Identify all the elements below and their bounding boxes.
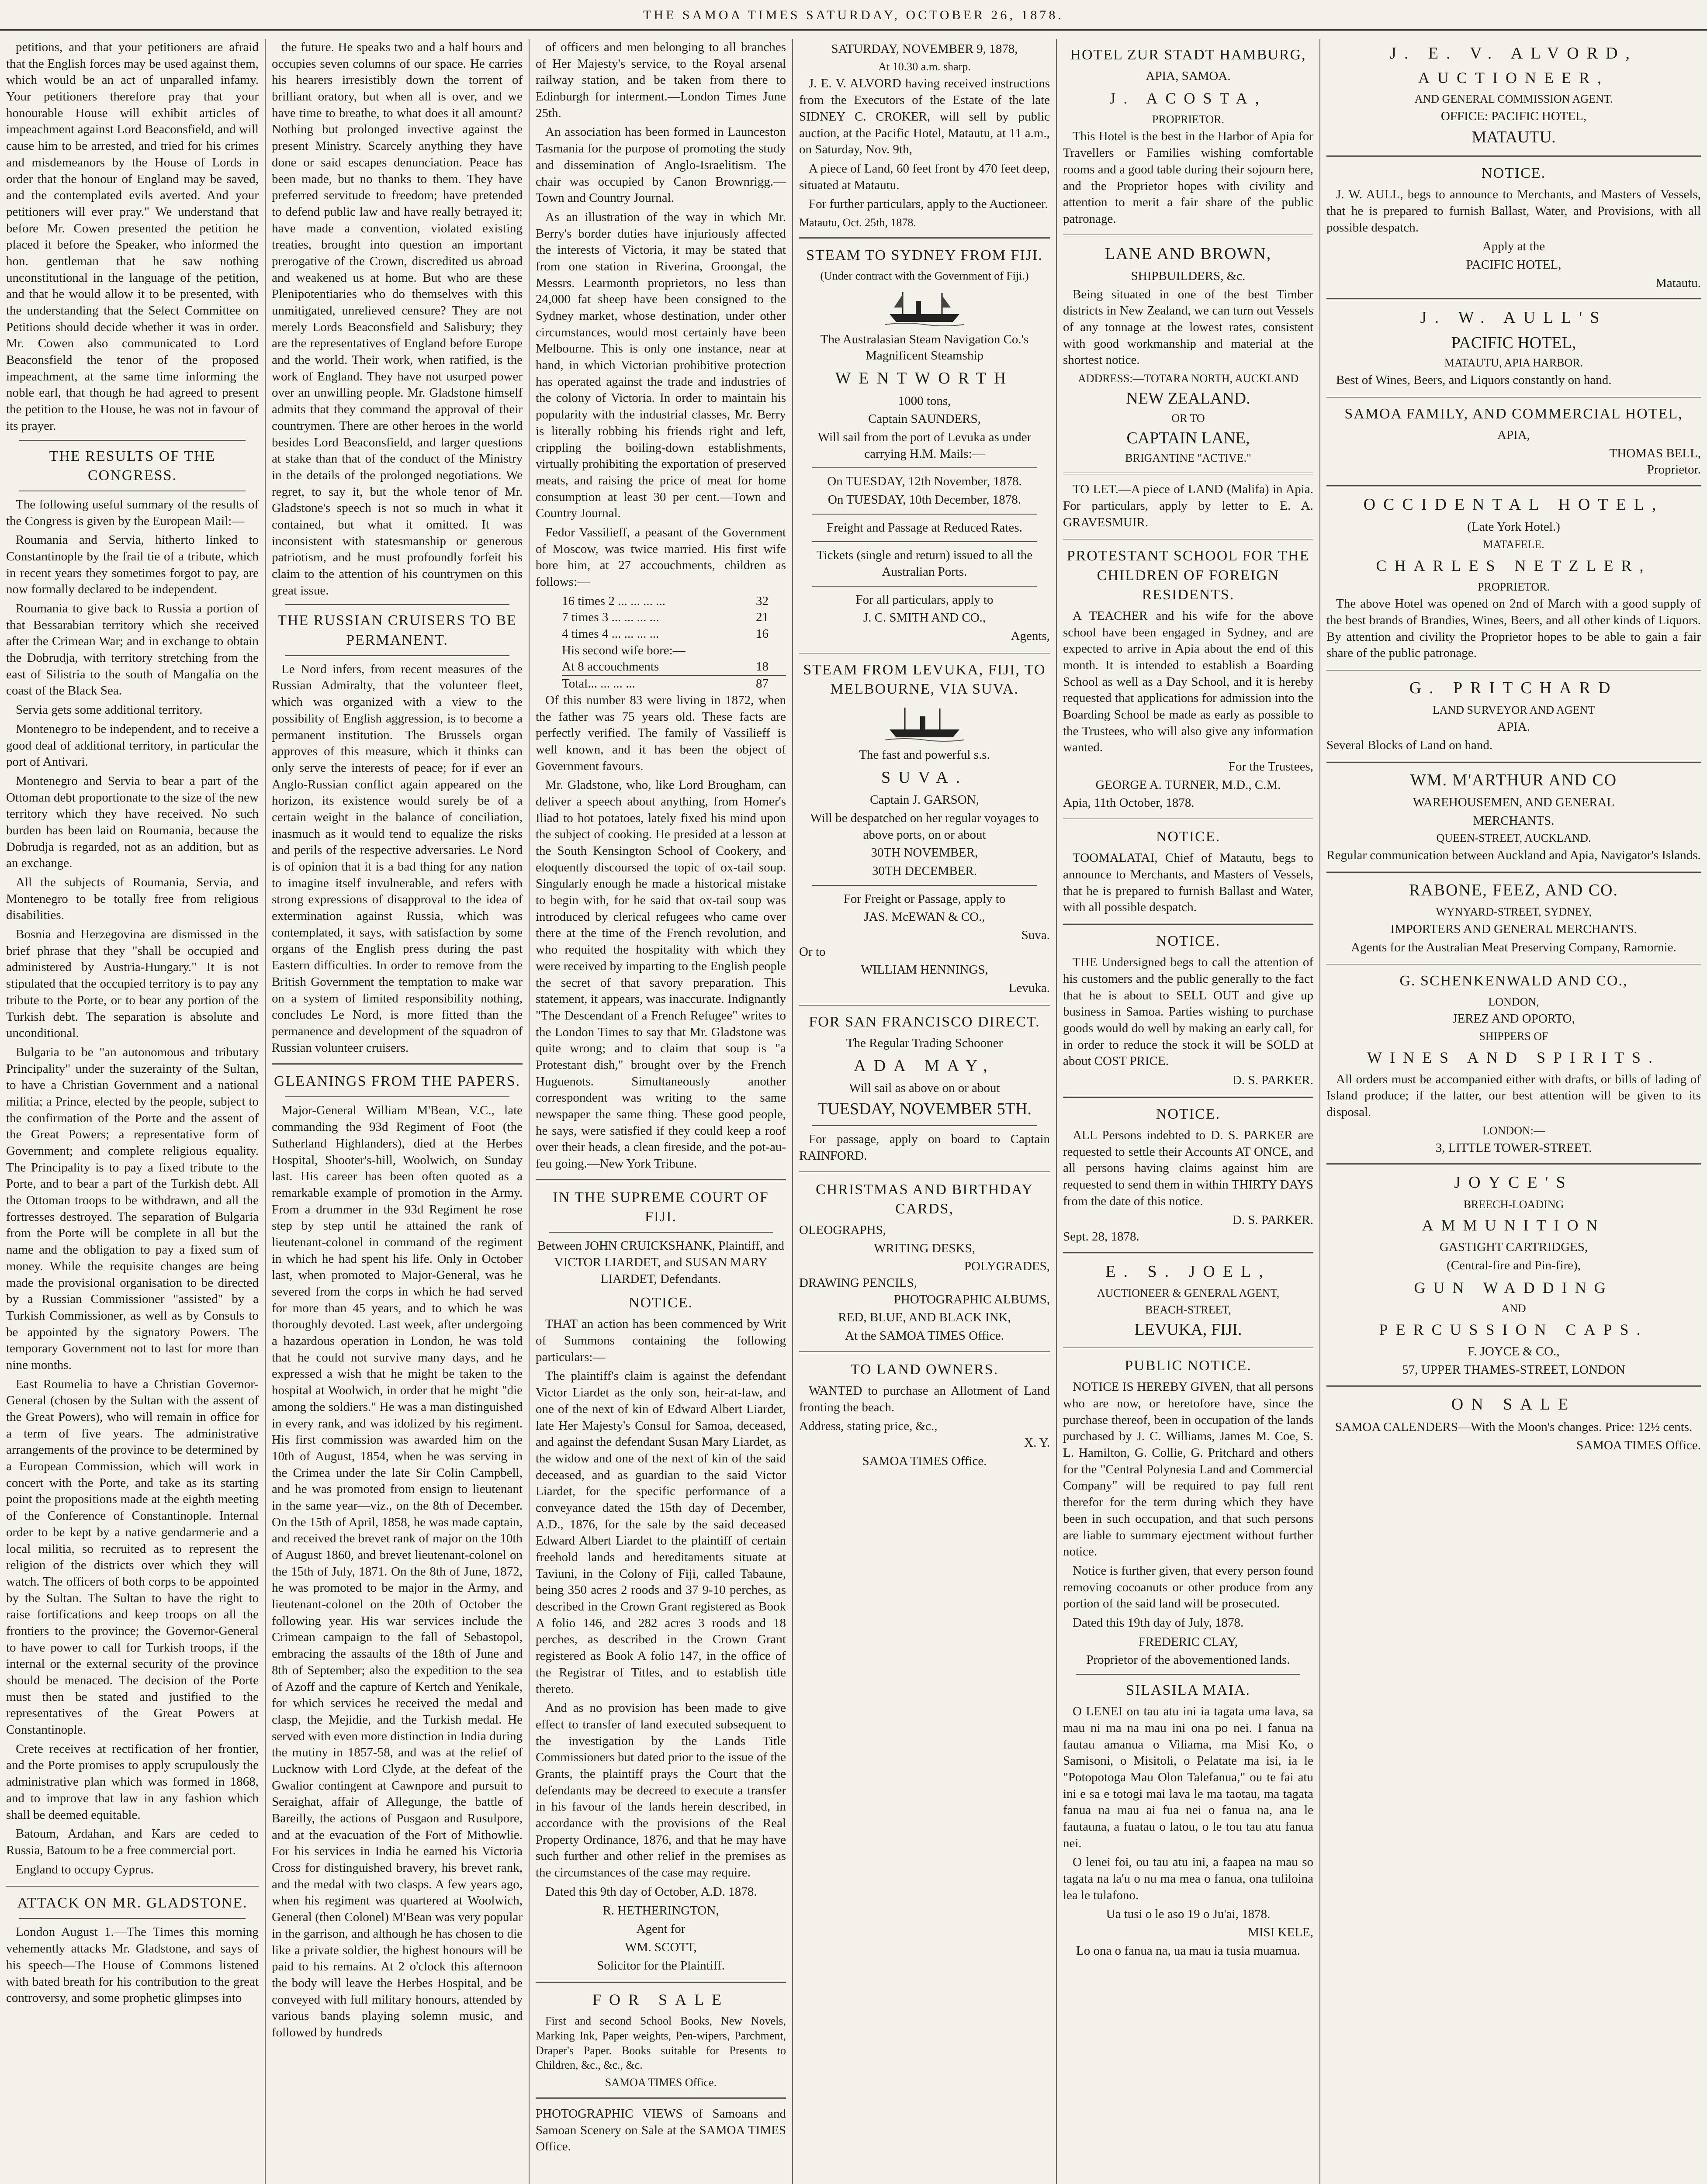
notice-heading: NOTICE. [1156,1106,1221,1122]
divider [1063,473,1313,474]
ad-text: O lenei foi, ou tau atu ini, a faapea na mau so tagata na la'u o nu ma mea o fanua, ona tuliloina lea le tulafono. [1063,1855,1313,1902]
ad-text: AND [1501,1302,1526,1315]
ad-text: SAMOA CALENDERS—With the Moon's changes. Price: 12½ cents. [1335,1420,1693,1434]
divider [1076,1674,1300,1675]
ad-text: All orders must be accompanied either with drafts, or bills of lading of Island produce; if the latter, our best attention will be given to its disposal. [1326,1072,1701,1120]
divider [1063,235,1313,236]
divider [799,237,1050,239]
ad-text: SATURDAY, NOVEMBER 9, 1878, [831,42,1018,56]
ad-text: PACIFIC HOTEL, [1451,333,1576,352]
ad-text: On TUESDAY, 12th November, 1878. [827,474,1022,489]
ad-text: The Australasian Steam Navigation Co.'s Magnificent Steamship [820,332,1029,363]
divider [1326,963,1701,964]
divider [1063,538,1313,539]
table-cell: At 8 accouchments [562,660,659,674]
ad-text: Notice is further given, that every person found removing cocoanuts or other produce from any portion of the said land will be prosecuted. [1063,1563,1313,1611]
ad-heading: OCCIDENTAL HOTEL, [1363,495,1664,514]
ad-heading: TO LAND OWNERS. [850,1361,999,1378]
article-text: Crete receives at rectification of her frontier, and the Porte promises to apply scrupulously the administrative plan which was formed in 1868, and to improve that law in any fashion which shall be deemed equitable. [6,1742,259,1822]
article-text: Roumania and Servia, hitherto linked to Constantinople by the frail tie of a tribute, which in recent years they sometimes forgot to pay, are now formally declared to be independent. [6,533,259,597]
article-text: Major-General William M'Bean, V.C., late commanding the 93d Regiment of Foot (the Sutherland Highlanders), died at the Herbes Hospital, Shooter's-hill, Woolwich, on Sunday last. His career has been often quoted as a remarkable example of promotion in the Army. From a drummer in the 93d Regiment he rose step by step until he attained the rank of lieutenant-colonel in command of the regiment in which he had spent his life. Only in October last, when promoted to Major-General, was he severed from the corps in which he had served for more than 45 years, and to which he was thoroughly devoted. Last week, after undergoing a hazardous operation in London, he was told that he could not survive many days, and he expressed a wish that he might be taken to the hospital at Woolwich, in order that he might "die among the soldiers." He was a man distinguished in every rank, and was idolized by his regiment. His first commission was awarded him on the 10th of August, 1854, when he was serving in the Crimea under the late Sir Colin Campbell, and he was promoted from ensign to lieutenant in the same year—viz., on the 8th of December. On the 15th of April, 1858, he was made captain, and received the brevet rank of major on the 10th of August 1860, and brevet lieutenant-colonel on the 15th of July, 1871. On the 8th of June, 1872, he was promoted to be major in the Army, and lieutenant-colonel on the 20th of October the following year. His war services include the Crimean campaign to the fall of Sebastopol, embracing the assaults of the 18th of June and 8th of September; also the expedition to the sea of Azoff and the capture of Kertch and Yenikale, for which services he received the medal and clasp, the Mejidie, and the Turkish medal. He served with even more distinction in India during the mutiny in 1857-58, and was at the relief of Lucknow with Lord Clyde, at the defeat of the Gwalior contingent at Cawnpore and pursuit to Seraighat, affair of Allegunge, the battle of Bareilly, the actions of Pusgaon and Rusulpore, and at the evacuation of the Fort of Mithowlie. For his services in India he earned his Victoria Cross for distinguished bravery, his brevet rank, and the medal with two clasps. A few years ago, when his regiment was quartered at Woolwich, General (then Colonel) M'Bean was very popular in the garrison, and although he has chosen to die like a private soldier, the highest honours will be paid to his remains. At 2 o'clock this afternoon the body will leave the Herbes Hospital, and be conveyed with full military honours, attended by various bands playing solemn music, and followed by hundreds [272,1103,523,2039]
article-text: London August 1.—The Times this morning vehemently attacks Mr. Gladstone, and says of his speech—The House of Commons listened with bated breath for his contribution to the great controversy, and some prophetic glimpses into [6,1925,259,2005]
steamship-icon [885,703,964,743]
ad-text: Captain SAUNDERS, [868,412,981,426]
article-text: An association has been formed in Launceston Tasmania for the purpose of promoting the study and dissemination of Anglo-Israelitism. The chair was occupied by Canon Brownrigg.—Town and Country Journal. [536,125,786,205]
column-1 [0,39,265,2184]
divider [812,467,1037,468]
ad-heading: CHRISTMAS AND BIRTHDAY CARDS, [816,1181,1033,1217]
ad-heading: E. S. JOEL, [1105,1262,1271,1281]
ad-heading: J. E. V. ALVORD, [1389,44,1638,62]
divider [536,2097,786,2099]
ad-text: For further particulars, apply to the Auctioneer. [809,197,1048,211]
column-4 [793,39,1056,2184]
article-text: Servia gets some additional territory. [16,703,203,717]
ad-text: PERCUSSION CAPS. [1379,1321,1648,1339]
ad-text: J. W. AULL, begs to announce to Merchants, and Masters of Vessels, that he is prepared to furnish Ballast, Water, and Provisions, with all possible despatch. [1326,187,1701,235]
divider [1326,1385,1701,1387]
ad-text: WRITING DESKS, [874,1241,975,1255]
ad-text: WYNYARD-STREET, SYDNEY, [1436,905,1592,919]
notice-heading: SILASILA MAIA. [1126,1682,1250,1699]
notice-heading: NOTICE. [628,1295,693,1311]
legal-text: And as no provision has been made to give effect to transfer of land executed subsequent to the investigation by the Lands Title Commissioners but dated prior to the issue of the Grants, the plaintiff prays the Court that the defendants may be decreed to execute a transfer in his favour of the lands herein described, in accordance with the provisions of the Real Property Ordinance, 1876, and that he may have such further and other relief in the premises as the circumstances of the case may require. [536,1701,786,1880]
ad-text: PROPRIETOR. [1478,580,1550,593]
article-text: petitions, and that your petitioners are afraid that the English forces may be used against them, which would be an act of unparalled infamy. Your petitioners therefore pray that your honourable House will exhibit articles of impeachment against Lord Beaconsfield, and will cause him to be arrested, and tried for his crimes and misdemeanors by the House of Lords in order that the honour of England may be saved, and the contemplated evils averted. And your petitioners will ever pray." We understand that before Mr. Cowen presented the petition he placed it before the Speaker, who informed the hon. gentleman that he saw nothing unconstitutional in the language of the petition, and that he would allow it to be presented, with the understanding that the Select Committee on Petitions should decide whether it was in order. Mr. Cowen also communicated to Lord Beaconsfield the tenor of the proposed impeachment, at the same time informing the noble earl, that though he had agreed to present the petition to the House, he was not in favour of its prayer. [6,40,259,433]
ad-text: First and second School Books, New Novels, Marking Ink, Paper weights, Pen-wipers, Parchment, Draper's Paper. Books suitable for Presents to Children, &c., &c., &c. [536,2014,786,2072]
article-text: England to occupy Cyprus. [16,1862,154,1876]
ad-text: Proprietor of the abovementioned lands. [1086,1653,1290,1667]
divider [1326,1163,1701,1165]
divider [1063,1096,1313,1098]
article-text: Of this number 83 were living in 1872, when the father was 75 years old. These facts are perfectly verified. The family of Vassilieff is well known, and it has been the object of Government favours. [536,693,786,773]
divider [812,885,1037,886]
ad-text: SAMOA TIMES Office. [862,1454,987,1468]
ad-text: At 10.30 a.m. sharp. [878,60,971,73]
divider [799,1004,1050,1006]
children-table [536,593,786,692]
ad-text: AMMUNITION [1422,1216,1606,1234]
ad-text: For the Trustees, [1228,760,1313,774]
ad-text: 30TH NOVEMBER, [871,846,978,860]
notice-heading: NOTICE. [1156,933,1221,950]
divider [1326,871,1701,873]
ad-text: ADDRESS:—TOTARA NORTH, AUCKLAND [1077,372,1299,385]
legal-text: The plaintiff's claim is against the defendant Victor Liardet as the only son, heir-at-law, and one of the next of kin of Edward Albert Liardet, late Her Majesty's Consul for Samoa, deceased, and against the defendant Susan Mary Liardet, as the widow and one of the next of kin of the said deceased, and as guardian to the said Victor Liardet, for the specific performance of a conveyance dated the 15th day of December, A.D., 1876, for the sale by the said deceased Edward Albert Liardet to the plaintiff of certain freehold lands and hereditaments situate at Taviuni, in the Colony of Fiji, called Tabaune, being 350 acres 2 roods and 37 9-10 perches, as described in the Crown Grant registered as Book A folio 146, and 282 acres 3 roods and 18 perches, as described in the Crown Grant registered as Book A folio 147, in the office of the Registrar of Titles, and to establish title thereto. [536,1369,786,1696]
ad-heading: ON SALE [1451,1395,1576,1414]
ship-name: SUVA. [881,768,968,787]
article-text: the future. He speaks two and a half hours and occupies seven columns of our space. He carries his hearers irresistibly down the torrent of brilliant oratory, but when all is over, and we have time to breathe, to what does it all amount? Nothing but prolonged invective against the present Ministry. Scarcely anything they have done or said escapes denunciation. Peace has been made, but no thanks to them. They have preferred servitude to freedom; have pretended to defend public law and have really betrayed it; have made a convention, violated existing treaties, brought into question an important prerogative of the Crown, discredited us abroad and weakened us at home. But who are these Plenipotentiaries who do themselves with this unmitigated, unrelieved censure? They are not merely Lords Beaconsfield and Salisbury; they are the representatives of England before Europe and the world. Their work, when ratified, is the work of England. They have not usurped power over an unwilling people. Mr. Gladstone himself admits that they command the approval of their countrymen. There are other heroes in the world besides Lord Beaconsfield, and larger questions at stake than that of the conduct of the Ministry in the details of the prolonged negotiations. We regret, to say it, but the whole tenor of Mr. Gladstone's speech is not so much in what it contained, but what it omitted. It was inconsistent with statesmanship or generous patriotism, and he must profoundly forfeit his claim to the attention of his countrymen on this great issue. [272,40,523,598]
ad-text: SHIPBUILDERS, &c. [1131,269,1246,283]
ad-text: Will be despatched on her regular voyages to above ports, on or about [810,811,1039,842]
notice-heading: PUBLIC NOTICE. [1125,1358,1252,1374]
ad-text: GASTIGHT CARTRIDGES, [1439,1240,1588,1254]
ad-text: Several Blocks of Land on hand. [1326,738,1493,752]
ad-heading: PROTESTANT SCHOOL FOR THE CHILDREN OF FOREIGN RESIDENTS. [1066,548,1310,603]
table-cell: 32 [756,594,769,608]
divider [285,604,509,605]
ad-text: Will sail as above on or about [849,1081,1000,1095]
table-cell: 7 times 3 ... ... ... ... [562,610,659,625]
divider [19,440,246,441]
ad-text: (Central-fire and Pin-fire), [1447,1258,1581,1272]
article-text: Bosnia and Herzegovina are dismissed in the brief phrase that they "shall be occupied and administered by Austria-Hungary." It is not stipulated that the occupied territory is to pay any tribute to the Porte, or to bear any portion of the Turkish debt. The separation is absolute and unconditional. [6,927,259,1040]
article-text: East Roumelia to have a Christian Governor-General (chosen by the Sultan with the assent of the Great Powers), who will remain in office for a term of five years. The administrative arrangements of the province to be determined by a European Commission, which will work in concert with the Porte, and take as its starting point the propositions made at the eighth meeting of the Conference of Constantinople. Internal order to be kept by a native gendarmerie and a local militia, so recruited as to represent the religion of the districts over which they will watch. The officers of both corps to be appointed by the Sultan. The Sultan to have the right to raise fortifications and keep troops on all the frontiers to the province; the Governor-General to have power to call for Turkish troops, if the internal or the external security of the province should be menaced. The decision of the Porte must then be stated and justified to the representatives of the Great Powers at Constantinople. [6,1377,259,1737]
divider [272,1063,523,1065]
ad-heading: J. W. AULL'S [1420,308,1607,327]
article-heading: THE RESULTS OF THE CONGRESS. [49,448,216,484]
ad-text: APIA. [1497,720,1530,734]
ad-text: THE Undersigned begs to call the attention of his customers and the public generally to the fact that he is about to SELL OUT and give up business in Samoa. Parties wishing to purchase goods would do well by making an early call, for in order to reduce the stock it will be SOLD at about COST PRICE. [1063,955,1313,1068]
ad-text: MISI KELE, [1248,1925,1313,1940]
ad-text: Best of Wines, Beers, and Liquors constantly on hand. [1336,373,1612,387]
table-cell: 16 [756,627,769,641]
ad-text: Being situated in one of the best Timber districts in New Zealand, we can turn out Vessels of any tonnage at the lowest rates, consistent with good workmanship and material at the shortest notice. [1063,287,1313,367]
article-text: The following useful summary of the results of the Congress is given by the European Mail:— [6,497,259,528]
ad-text: TO LET.—A piece of LAND (Malifa) in Apia. For particulars, apply by letter to E. A. GRAVESMUIR. [1063,482,1313,529]
ad-text: ALL Persons indebted to D. S. PARKER are requested to settle their Accounts AT ONCE, and all persons having claims against him are requested to send them in within THIRTY DAYS from the date of this notice. [1063,1128,1313,1208]
ad-text: (Under contract with the Government of Fiji.) [820,269,1029,282]
table-cell: 87 [756,677,769,691]
ad-text: APIA, SAMOA. [1146,69,1231,83]
ad-text: OR TO [1171,412,1205,425]
ad-text: At the SAMOA TIMES Office. [845,1329,1004,1343]
ad-text: WILLIAM HENNINGS, [861,963,988,977]
article-text: All the subjects of Roumania, Servia, and Montenegro to be totally free from religious disabilities. [6,875,259,923]
article-text: Batoum, Ardahan, and Kars are ceded to Russia, Batoum to be a free commercial port. [6,1827,259,1857]
ad-text: FREDERIC CLAY, [1138,1635,1238,1649]
ad-text: RED, BLUE, AND BLACK INK, [838,1310,1011,1325]
ad-text: GEORGE A. TURNER, M.D., C.M. [1095,778,1281,792]
divider [812,514,1037,515]
ad-text: 30TH DECEMBER. [872,864,977,878]
notice-heading: NOTICE. [1481,165,1546,182]
divider [1326,669,1701,670]
article-text: Montenegro to be independent, and to receive a good deal of additional territory, in particular the port of Antivari. [6,722,259,769]
ad-text: THOMAS BELL, [1609,446,1701,460]
ad-text: For all particulars, apply to [855,592,994,607]
ad-text: NEW ZEALAND. [1126,389,1250,408]
article-text: Bulgaria to be "an autonomous and tributary Principality" under the suzerainty of the Sultan, to have a Christian Government and a national militia; a Prince, elected by the people, subject to the confirmation of the Porte and the assent of the Great Powers; a representative form of Government; and complete religious equality. The Principality is to pay a fixed tribute to the Porte, and to bear a part of the Turkish debt. All the Ottoman troops to be withdrawn, and all the fortresses destroyed. The separation of Bulgaria from the Porte will be complete in all but the name and the obligation to pay a fixed sum of money. While the requisite changes are being made the provisional organisation to be directed by a Russian Commissioner "assisted" by a Turkish Commissioner, as well as by Consuls to be appointed by the signatory Powers. The temporary Government not to last for more than nine months. [6,1045,259,1372]
ad-text: Address, stating price, &c., [799,1419,938,1434]
ad-text: Apply at the [1482,239,1545,254]
ad-text: Regular communication between Auckland and Apia, Navigator's Islands. [1326,848,1701,863]
masthead: THE SAMOA TIMES SATURDAY, OCTOBER 26, 1878. [0,0,1707,31]
ad-text: MATAFELE. [1483,538,1544,551]
ad-text: BEACH-STREET, [1145,1303,1231,1316]
ad-text: D. S. PARKER. [1232,1073,1313,1088]
ad-text: PROPRIETOR. [1152,113,1224,126]
column-6 [1320,39,1707,2184]
divider [799,1171,1050,1173]
divider [1063,1348,1313,1349]
divider [799,652,1050,653]
ad-text: AUCTIONEER & GENERAL AGENT, [1097,1287,1280,1300]
table-cell: Total... ... ... ... [562,677,635,691]
ad-text: Apia, 11th October, 1878. [1063,796,1195,810]
ad-text: SAMOA TIMES Office. [605,2076,717,2089]
table-cell: 21 [756,610,769,625]
ad-text: Ua tusi o le aso 19 o Ju'ai, 1878. [1106,1907,1271,1921]
ad-text: Tickets (single and return) issued to all the Australian Ports. [816,548,1033,579]
ad-heading: G. PRITCHARD [1409,679,1618,698]
divider [6,1885,259,1887]
ad-text: J. ACOSTA, [1109,89,1267,107]
ad-text: Will sail from the port of Levuka as under carrying H.M. Mails:— [817,430,1032,461]
ship-name: WENTWORTH [835,369,1014,388]
ad-text: AUCTIONEER, [1418,69,1609,87]
ad-text: Freight and Passage at Reduced Rates. [827,520,1022,535]
divider [812,541,1037,542]
divider [549,1232,773,1233]
divider [1326,396,1701,397]
ad-heading: G. SCHENKENWALD AND CO., [1399,973,1628,989]
ad-text: The above Hotel was opened on 2nd of March with a good supply of the best brands of Brandies, Wines, Beers, and all other kinds of Liquors. By attention and civility the Proprietor hopes to be able to gain a fair share of the public patronage. [1326,597,1701,660]
ad-text: SHIPPERS OF [1479,1030,1548,1043]
ad-text: O LENEI on tau atu ini ia tagata uma lava, sa mau ni ma na mau ini ona po nei. I fanua na fautau amanua o Viliama, ma Misi Ko, o Samisoni, o Misitoli, o Pelatate ma isi, ia le "Potopotoga Mau Olon Talefanua," ou te fai atu ini e sa e totogi mai lava le ma taotau, ma tagata fanua na mau ai fua nei o fanua na, ana le fautauna, a fuatau o latou, o le tou tau atu fanua nei. [1063,1704,1313,1850]
ad-text: J. E. V. ALVORD having received instructions from the Executors of the Estate of the late SIDNEY C. CROKER, will sell by public auction, at the Pacific Hotel, Matautu, at 11 a.m., on Saturday, Nov. 9th, [799,76,1050,157]
legal-parties: Between JOHN CRUICKSHANK, Plaintiff, and VICTOR LIARDET, and SUSAN MARY LIARDET, Defendants. [537,1239,784,1286]
ad-text: LAND SURVEYOR AND AGENT [1432,703,1595,716]
ad-text: OFFICE: PACIFIC HOTEL, [1440,109,1587,123]
ad-heading: WM. M'ARTHUR AND CO [1410,771,1617,789]
divider [1326,485,1701,487]
divider [812,1125,1037,1126]
ad-text: JEREZ AND OPORTO, [1452,1012,1575,1026]
ad-heading: HOTEL ZUR STADT HAMBURG, [1070,47,1306,63]
article-text: Le Nord infers, from recent measures of the Russian Admiralty, that the volunteer fleet, which was organized with a view to the possibility of English aggression, is to become a permanent institution. The Brussels organ approves of this measure, which it thinks can only serve the interests of peace; for if ever an Anglo-Russian conflict again appeared on the horizon, its existence would surely be of a certain weight in the balance of conciliation, inasmuch as it would tend to equalize the risks and perils of the respective adversaries. Le Nord is of opinion that it is a bad thing for any nation to imagine itself invulnerable, and refers with strong expressions of disapproval to the idea of extermination against Russia, which was contemplated, it says, with satisfaction by some organs of the English press during the past Eastern difficulties. In order to remove from the British Government the temptation to make war on a system of limited responsibility nothing, concludes Le Nord, is more fitted than the permanence and development of the squadron of Russian volunteer cruisers. [272,662,523,1055]
ad-text: Proprietor. [1647,463,1701,477]
divider [1063,923,1313,925]
table-cell: 4 times 4 ... ... ... ... [562,627,659,641]
ad-text: Suva. [1021,928,1050,943]
ad-text: DRAWING PENCILS, [799,1275,917,1290]
ad-text: TOOMALATAI, Chief of Matautu, begs to announce to Merchants, and Masters of Vessels, that he is prepared to furnish Ballast and Water, with all possible despatch. [1063,851,1313,915]
ad-text: Captain J. GARSON, [870,793,979,807]
article-text: Fedor Vassilieff, a peasant of the Government of Moscow, was twice married. His first wife bore him, at 27 accouchments, children as follows:— [536,525,786,589]
table-cell: 16 times 2 ... ... ... ... [562,594,665,608]
ad-text: A piece of Land, 60 feet front by 470 feet deep, situated at Matautu. [799,161,1050,192]
signature: R. HETHERINGTON, [602,1904,719,1918]
ad-heading: SAMOA FAMILY, AND COMMERCIAL HOTEL, [1344,405,1683,422]
ad-text: A TEACHER and his wife for the above school have been engaged in Sydney, and are expected to arrive in Apia about the end of this month. It is intended to establish a Boarding School as well as a Day School, and it is hereby requested that applications for admission into the Boarding School be made as early as possible to the Trustees, who will also give any information wanted. [1063,608,1313,755]
ad-text: Sept. 28, 1878. [1063,1230,1139,1244]
ad-text: OLEOGRAPHS, [799,1223,886,1237]
ad-text: TUESDAY, NOVEMBER 5TH. [817,1099,1032,1118]
ad-text: SAMOA TIMES Office. [1576,1438,1701,1452]
ad-text: MATAUTU, APIA HARBOR. [1444,356,1583,370]
ad-heading: FOR SAN FRANCISCO DIRECT. [809,1013,1040,1030]
article-text: Montenegro and Servia to bear a part of the Ottoman debt proportionate to the size of the new territory which they have received. No such burden has been laid on Roumania, because the Dobrudja is regarded, not as an addition, but as an exchange. [6,774,259,871]
ad-text: (Late York Hotel.) [1467,520,1560,534]
ad-text: MATAUTU. [1472,128,1556,146]
notice-heading: NOTICE. [1156,829,1221,845]
ad-text: GUN WADDING [1414,1279,1614,1296]
ad-text: D. S. PARKER. [1232,1213,1313,1227]
ad-text: J. C. SMITH AND CO., [863,611,986,625]
divider [1326,155,1701,157]
ad-text: X. Y. [1024,1435,1050,1450]
ad-text: QUEEN-STREET, AUCKLAND. [1436,832,1591,845]
ad-text: WANTED to purchase an Allotment of Land fronting the beach. [799,1383,1050,1414]
ad-text: Or to [799,944,826,959]
ad-text: For passage, apply on board to Captain RAINFORD. [799,1132,1050,1163]
article-text: As an illustration of the way in which Mr. Berry's border duties have injuriously affected the interests of Victoria, it may be stated that from one station in Riverina, Groongal, the Messrs. Learmonth proprietors, no less than 24,000 fat sheep have been consigned to the Sydney market, whose destination, under other circumstances, would most certainly have been Melbourne. This is only one instance, near at hand, in which Victorian prohibitive protection has operated against the trade and industries of the colony of Victoria. In order to maintain his popularity with the industrial classes, Mr. Berry is literally robbing his friends right and left, crippling the boiling-down establishments, virtually prohibiting the exportation of preserved meats, and raising the price of meat for home consumption at least 30 per cent.—Town and Country Journal. [536,210,786,521]
ad-text: The Regular Trading Schooner [846,1036,1003,1050]
ad-text: 57, UPPER THAMES-STREET, LONDON [1402,1362,1625,1377]
divider [1326,298,1701,300]
ad-text: LONDON:— [1482,1124,1545,1137]
divider [285,1096,509,1097]
ad-text: BREECH-LOADING [1463,1198,1564,1211]
ad-text: MERCHANTS. [1473,813,1555,828]
ad-text: WAREHOUSEMEN, AND GENERAL [1413,795,1615,810]
divider [536,1981,786,1983]
ad-text: 1000 tons, [898,394,951,408]
ad-text: F. JOYCE & CO., [1468,1344,1560,1359]
ad-heading: JOYCE'S [1454,1173,1573,1192]
ad-text: LONDON, [1488,995,1539,1008]
divider [1063,1252,1313,1254]
ad-text: APIA, [1497,428,1530,442]
divider [799,1351,1050,1353]
ad-text: NOTICE IS HEREBY GIVEN, that all persons who are now, or heretofore have, since the purchase thereof, been in occupation of the lands purchased by J. C. Williams, James M. Coe, S. L. Hamilton, G. Collie, G. Pritchard and others for the "Central Polynesia Land and Commercial Company" will be required to pay full rent therefor for the term during which they have been in such occupation, and that such persons are liable to summary ejectment without further notice. [1063,1380,1313,1559]
column-3 [530,39,792,2184]
article-text: Mr. Gladstone, who, like Lord Brougham, can deliver a speech about anything, from Homer's Iliad to hot potatoes, lately fixed his mind upon the subject of cooking. He presided at a lesson at the South Kensington School of Cookery, and eloquently discoursed the topic of ox-tail soup. Singularly enough he made a historical mistake to begin with, for he said that ox-tail soup was introduced by clerical refugees who came over there at the time of the French revolution, and who requited the hospitality with which they were received by imparting to the English people the secret of that savory preparation. This statement, it appears, was inaccurate. Indignantly "The Descendant of a French Refugee" writes to the London Times to say that Mr. Gladstone was quite wrong; and to claim that soup is "a Protestant dish," brought over by the French Huguenots. Simultaneously another correspondent was writing to the same newspaper the same thing. These good people, he says, were satisfied if they could keep a roof over their heads, a clean fireside, and the pot-au-feu going.—New York Tribune. [536,778,786,1171]
ad-heading: RABONE, FEEZ, AND CO. [1409,881,1619,899]
ad-text: PHOTOGRAPHIC ALBUMS, [893,1292,1050,1306]
ad-text: POLYGRADES, [964,1259,1050,1274]
ad-text: LEVUKA, FIJI. [1134,1320,1242,1339]
ad-text: JAS. McEWAN & CO., [864,910,985,924]
ad-heading: STEAM TO SYDNEY FROM FIJI. [806,247,1043,263]
column-2 [266,39,529,2184]
steamship-icon [885,288,964,327]
ad-text: CHARLES NETZLER, [1376,556,1652,574]
ad-text: For Freight or Passage, apply to [843,892,1006,906]
article-heading: GLEANINGS FROM THE PAPERS. [274,1073,520,1090]
article-text: of officers and men belonging to all branches of Her Majesty's service, to the Royal arsenal railway station, and be taken from there to Edinburgh for interment.—London Times June 25th. [536,40,786,120]
ship-name: ADA MAY, [854,1056,995,1075]
signature: Solicitor for the Plaintiff. [597,1958,725,1973]
divider [812,586,1037,587]
ad-text: WINES AND SPIRITS. [1367,1048,1661,1066]
divider [536,1179,786,1181]
signature: Agent for [636,1922,686,1936]
article-heading: IN THE SUPREME COURT OF FIJI. [553,1189,769,1225]
article-heading: ATTACK ON MR. GLADSTONE. [17,1895,248,1911]
ad-text: IMPORTERS AND GENERAL MERCHANTS. [1390,922,1637,936]
ad-heading: STEAM FROM LEVUKA, FIJI, TO MELBOURNE, VIA SUVA. [803,661,1046,697]
ad-text: Agents, [1011,629,1050,643]
ad-text: Matautu. [1655,276,1701,290]
divider [19,1918,246,1919]
ad-text: On TUESDAY, 10th December, 1878. [828,492,1021,507]
ad-text: BRIGANTINE "ACTIVE." [1125,452,1251,465]
ad-text: Matautu, Oct. 25th, 1878. [799,216,916,229]
column-5 [1057,39,1319,2184]
ad-text: AND GENERAL COMMISSION AGENT. [1414,93,1613,106]
ad-text: Levuka. [1008,981,1050,995]
table-cell: His second wife bore:— [562,643,686,657]
ad-text: Dated this 19th day of July, 1878. [1073,1615,1244,1630]
ad-text: The fast and powerful s.s. [859,748,990,762]
ad-text: CAPTAIN LANE, [1126,429,1250,448]
ad-text: 3, LITTLE TOWER-STREET. [1435,1140,1592,1155]
article-text: Roumania to give back to Russia a portion of that Bessarabian territory which she received after the Crimean War; and in exchange to obtain the Dobrudja, with territory stretching from the east of Silistria to the south of Mangalia on the coast of the Black Sea. [6,601,259,698]
table-cell: 18 [756,660,769,674]
signature: WM. SCOTT, [625,1940,697,1954]
ad-text: PHOTOGRAPHIC VIEWS of Samoans and Samoan Scenery on Sale at the SAMOA TIMES Office. [536,2106,786,2154]
ad-text: This Hotel is the best in the Harbor of Apia for Travellers or Families wishing comfortable rooms and a good table during their sojourn here, and the Proprietor hopes with civility and attention to merit a fair share of the public patronage. [1063,129,1313,226]
legal-text: THAT an action has been commenced by Writ of Summons containing the following particulars:— [536,1317,786,1364]
divider [1063,819,1313,820]
ad-heading: LANE AND BROWN, [1105,244,1272,263]
ad-heading: FOR SALE [592,1991,730,2009]
divider [285,655,509,656]
ad-text: PACIFIC HOTEL, [1466,258,1562,272]
legal-text: Dated this 9th day of October, A.D. 1878. [545,1884,757,1899]
ad-text: Agents for the Australian Meat Preserving Company, Ramornie. [1351,940,1676,954]
divider [1326,761,1701,763]
article-heading: THE RUSSIAN CRUISERS TO BE PERMANENT. [277,612,517,648]
ad-text: Lo ona o fanua na, ua mau ia tusia muamua. [1076,1943,1300,1958]
